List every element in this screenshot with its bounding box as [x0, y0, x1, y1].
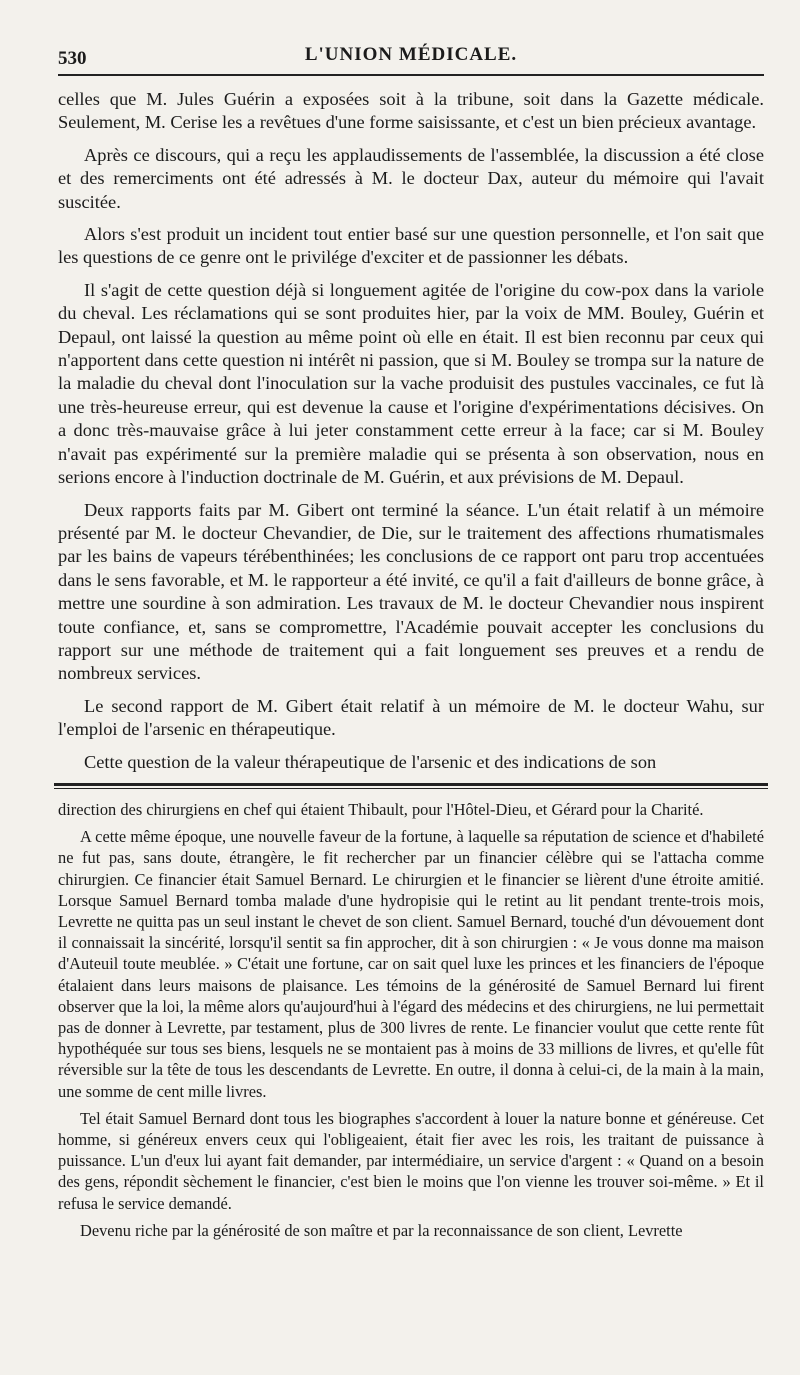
page-header — [58, 40, 764, 72]
header-rule — [58, 74, 764, 76]
paragraph: Alors s'est produit un incident tout entier basé sur une question personnelle, et l'on sait que les questions de ce genre ont le privilége d'exciter et de passionner les débats. — [58, 224, 764, 268]
feuilleton-paragraph: Devenu riche par la générosité de son maître et par la reconnaissance de son client, Levrette — [80, 1220, 683, 1240]
running-title: L'UNION MÉDICALE. — [304, 44, 518, 65]
paragraph: Après ce discours, qui a reçu les applaudissements de l'assemblée, la discussion a été close et des remerciments ont été adressés à M. le docteur Dax, auteur du mémoire qui l'avait suscitée. — [58, 144, 764, 212]
paragraph: Deux rapports faits par M. Gibert ont terminé la séance. L'un était relatif à un mémoire présenté par M. le docteur Chevandier, de Die, sur le traitement des affections rhumatismales par les bains de vapeurs térébenthinées; les conclusions de ce rapport ont paru trop accentuées dans le sens favorable, et M. le rapporteur a été invité, ce qu'il a fait d'ailleurs de bonne grâce, à mettre une sourdine à son admiration. Les travaux de M. le docteur Chevandier nous inspirent toute confiance, et, sans se compromettre, l'Académie pouvait accepter les conclusions du rapport sur une méthode de traitement qui a fait longuement ses preuves et a rendu de nombreux services. — [58, 499, 764, 684]
paragraph: Cette question de la valeur thérapeutique de l'arsenic et des indications de son — [84, 751, 657, 772]
feuilleton-divider — [54, 783, 768, 789]
paragraph: Le second rapport de M. Gibert était relatif à un mémoire de M. le docteur Wahu, sur l'emploi de l'arsenic en thérapeutique. — [58, 695, 764, 740]
page-number: 530 — [58, 48, 87, 69]
paragraph: celles que M. Jules Guérin a exposées soit à la tribune, soit dans la Gazette médicale. Seulement, M. Cerise les a revêtues d'une forme saisissante, et c'est un bien précieux avantage. — [58, 89, 764, 133]
feuilleton-paragraph: Tel était Samuel Bernard dont tous les biographes s'accordent à louer la nature bonne et généreuse. Cet homme, si généreux envers ceux qui l'obligeaient, était fier avec les rois, les traitant de puissance à puissance. L'un d'eux lui ayant fait demander, par intermédiaire, un service d'argent : « Quand on a besoin des gens, répondit sèchement le financier, c'est bien le moins que l'on vienne les trouver soi-même. » Et il refusa le service demandé. — [58, 1108, 764, 1213]
feuilleton-paragraph: A cette même époque, une nouvelle faveur de la fortune, à laquelle sa réputation de science et d'habileté ne fut pas, sans doute, étrangère, le fit rechercher par un financier célèbre qui se l'attacha comme chirurgien. Ce financier était Samuel Bernard. Le chirurgien et le financier se lièrent d'une étroite amitié. Lorsque Samuel Bernard tomba malade d'une hydropisie qui le retint au lit pendant trente-trois mois, Levrette ne quitta pas un seul instant le chevet de son client. Samuel Bernard, touché d'un dévouement dont il connaissait la sincérité, lorsqu'il sentit sa fin approcher, dit à son chirurgien : « Je vous donne ma maison d'Auteuil toute meublée. » C'était une fortune, car on sait quel luxe les princes et les financiers de l'époque étalaient dans leurs maisons de plaisance. Les témoins de la générosité de Samuel Bernard lui firent observer que la loi, la même alors qu'aujourd'hui à l'égard des médecins et des chirurgiens, ne lui permettait pas de donner à Levrette, par testament, plus de 300 livres de rente. Le financier voulut que cette rente fût hypothéquée sur tous ses biens, lesquels ne se montaient pas à moins de 33 millions de livres, et qu'elle fût réversible sur la tête de tous les descendants de Levrette. En outre, il donna à celui-ci, de la main à la main, une somme de cent mille livres. — [58, 827, 764, 1101]
feuilleton-section — [58, 799, 764, 1241]
main-column — [58, 88, 764, 774]
paragraph: Il s'agit de cette question déjà si longuement agitée de l'origine du cow-pox dans la variole du cheval. Les réclamations qui se sont produites hier, par la voix de MM. Bouley, Guérin et Depaul, ont laissé la question au même point où elle en était. Il est bien reconnu par ceux qui n'apportent dans cette question ni intérêt ni passion, que si M. Bouley se trompa sur la nature de la maladie du cheval dont l'inoculation sur la vache produisit des pustules vaccinales, ce fut là une très-heureuse erreur, qui est devenue la cause et l'origine d'expérimentations décisives. On a donc très-mauvaise grâce à lui jeter constamment cette erreur à la face; car si M. Bouley n'avait pas expérimenté sur la première maladie qui se présenta à son observation, nous en serions encore à l'induction doctrinale de M. Guérin, et aux prévisions de M. Depaul. — [58, 279, 764, 488]
feuilleton-paragraph: direction des chirurgiens en chef qui étaient Thibault, pour l'Hôtel-Dieu, et Gérard pour la Charité. — [58, 799, 704, 819]
